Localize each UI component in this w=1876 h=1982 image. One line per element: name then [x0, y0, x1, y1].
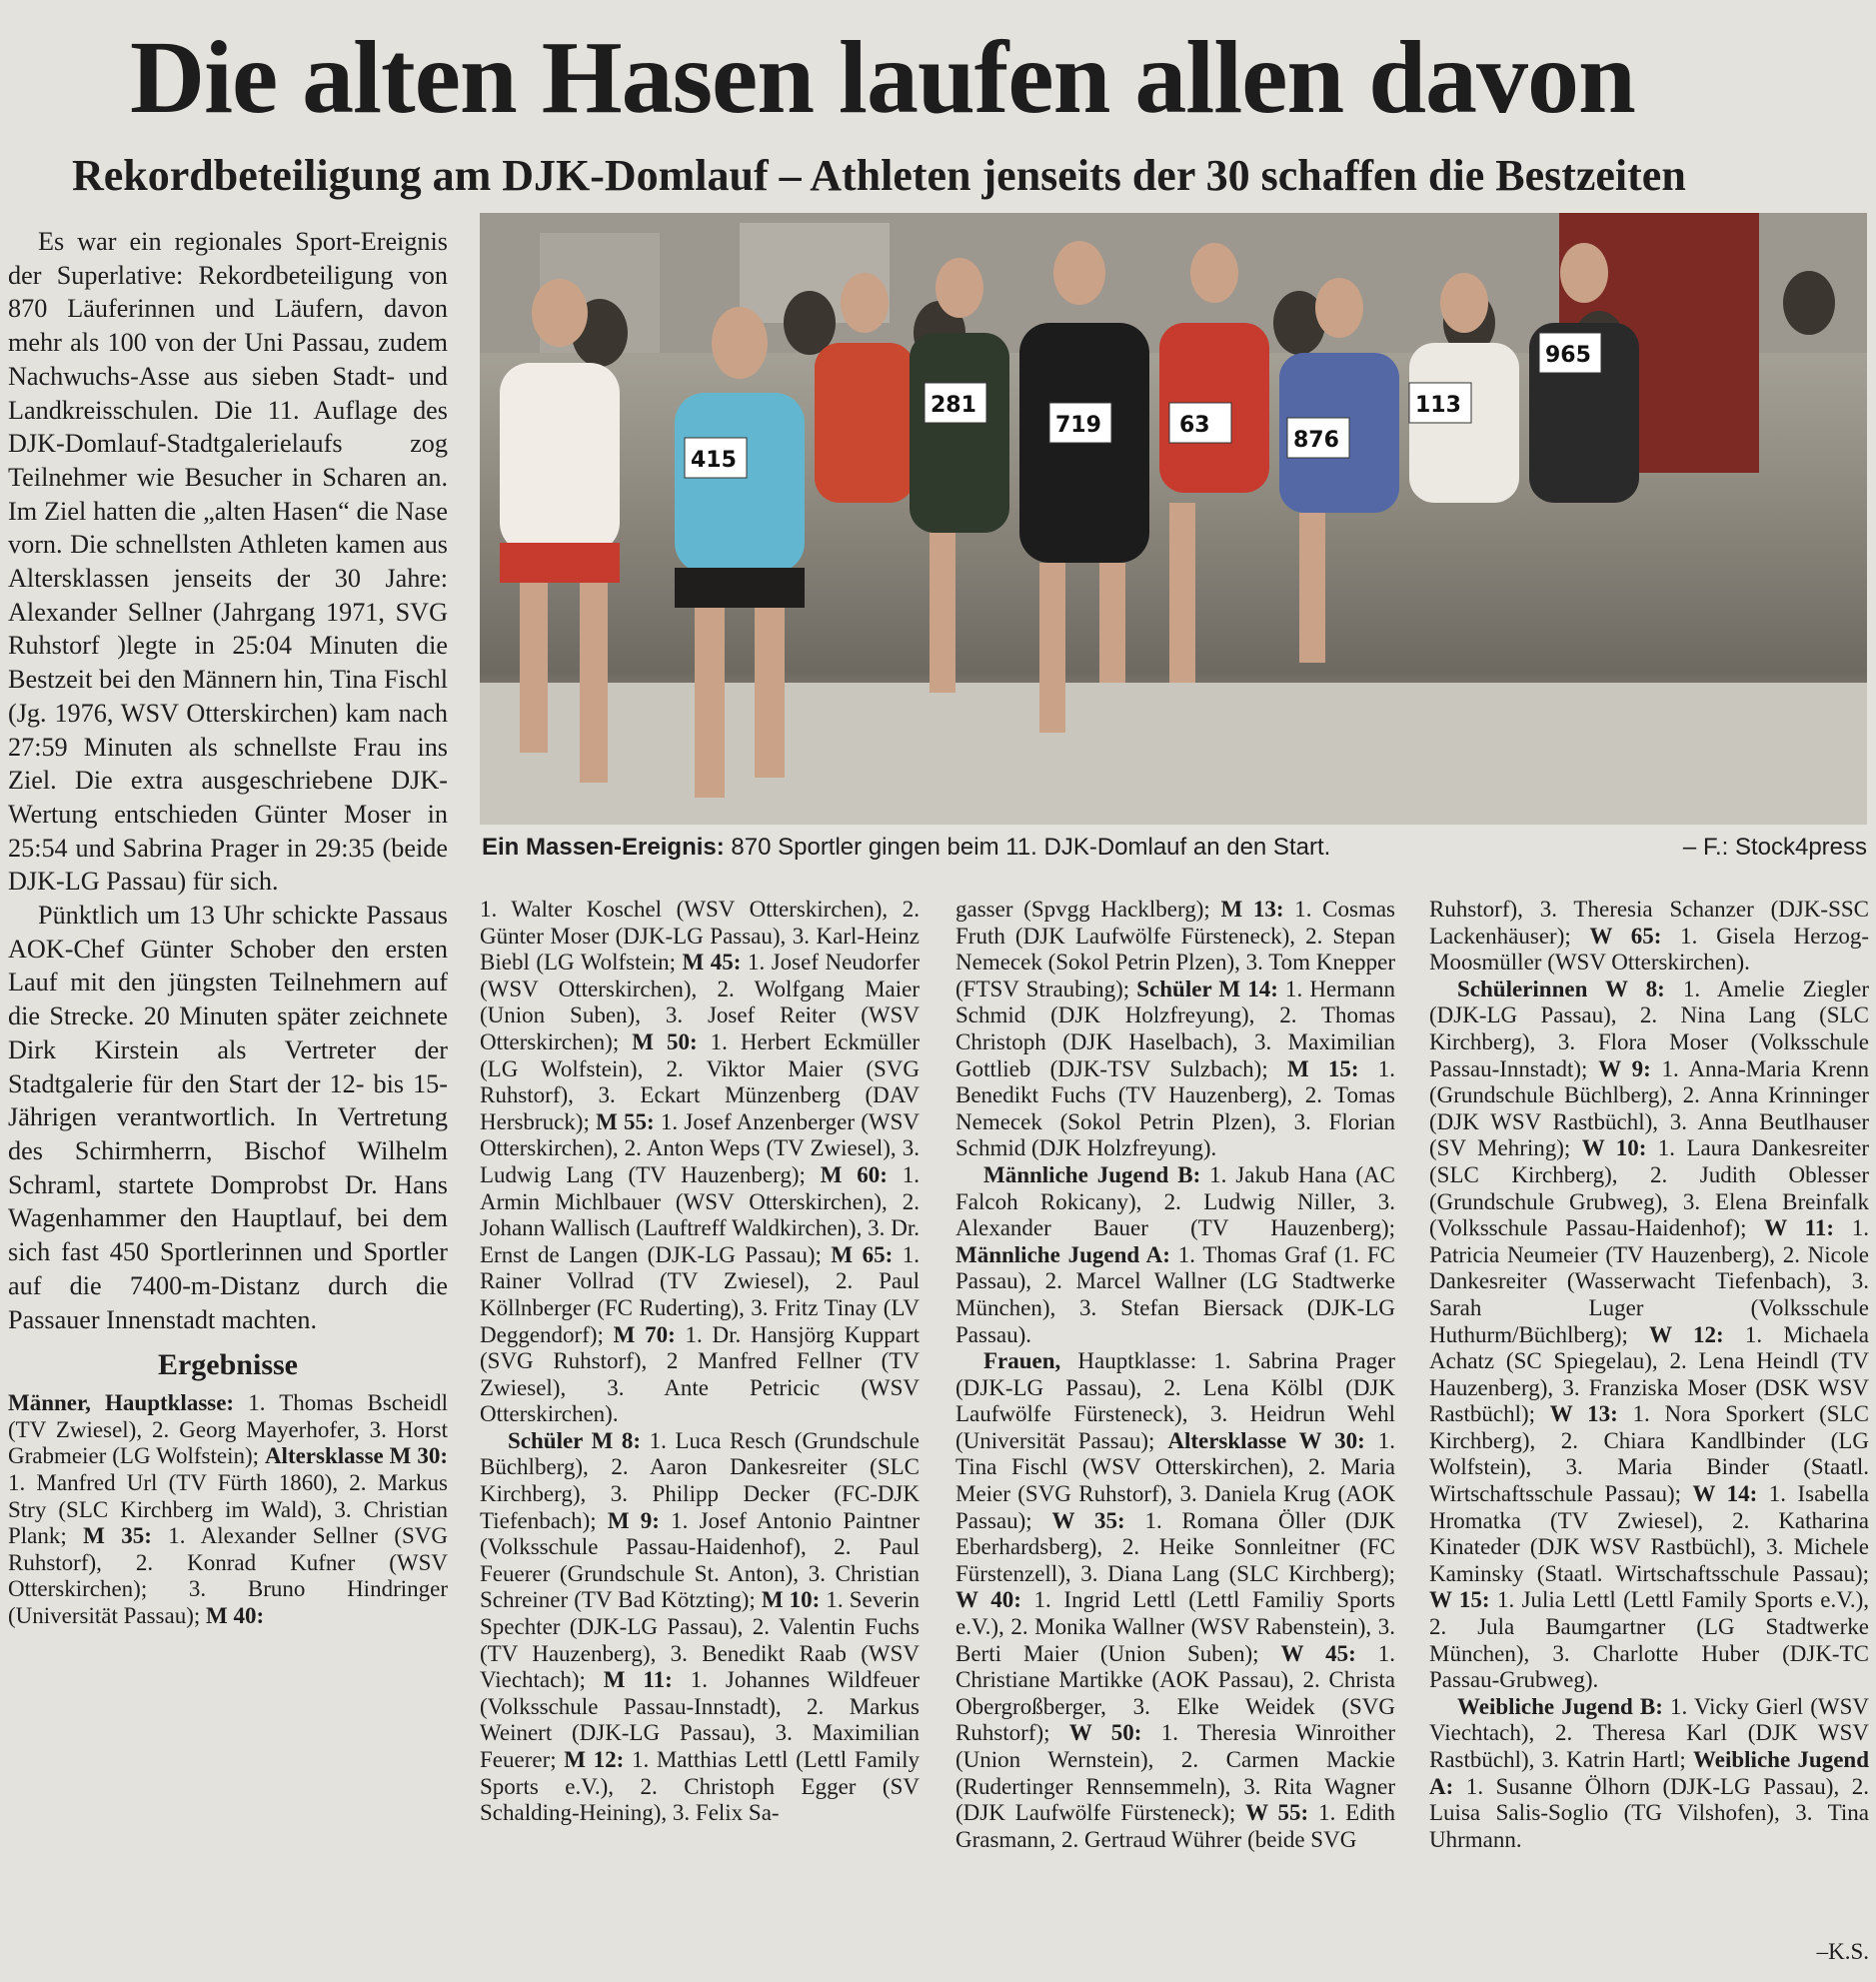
article-body	[8, 225, 448, 1630]
result-text: 1. Dr. Hansjörg Kuppart (SVG Ruhstorf), 2 Manfred Fellner (TV Zwiesel), 3. Ante Petricic (WSV Otterskirchen).	[480, 1321, 920, 1427]
article-paragraph-1: Es war ein regionales Sport-Ereignis der Superlative: Rekordbeteiligung von 870 Läuferinnen und Läufern, davon mehr als 100 von der Uni Passau, zudem Nachwuchs-Asse aus sieben Stadt- und Landkreisschulen. Die 11. Auflage des DJK-Domlauf-Stadtgalerielaufs zog Teilnehmer wie Besucher in Scharen an. Im Ziel hatten die „alten Hasen“ die Nase vorn. Die schnellsten Athleten kamen aus Altersklassen jenseits der 30 Jahre: Alexander Sellner (Jahrgang 1971, SVG Ruhstorf )legte in 25:04 Minuten die Bestzeit bei den Männern hin, Tina Fischl (Jg. 1976, WSV Otterskirchen) kam nach 27:59 Minuten als schnellste Frau ins Ziel. Die extra ausgeschriebene DJK-Wertung entschieden Günter Moser in 25:54 und Sabrina Prager in 29:35 (beide DJK-LG Passau) für sich.	[8, 227, 448, 897]
result-category: Frauen,	[983, 1348, 1061, 1374]
result-category: M 11:	[603, 1667, 673, 1693]
result-category: W 35:	[1051, 1507, 1125, 1533]
result-text: 1. Laura Dankesreiter (SLC Kirchberg), 2. Judith Oblesser (Grundschule Grubweg), 3. Elena Breinfalk (Volksschule Passau-Haidenhof);	[1429, 1135, 1869, 1241]
result-text: 1. Anna-Maria Krenn (Grundschule Büchlberg), 2. Anna Krinninger (DJK WSV Rastbüchl), 3. Anna Beutlhauser (SV Mehring);	[1429, 1055, 1869, 1161]
result-text: 1. Gisela Herzog-Moosmüller (WSV Otterskirchen).	[1429, 923, 1869, 976]
results-paragraph	[955, 897, 1395, 1162]
caption-label: Ein Massen-Ereignis:	[482, 834, 725, 861]
result-text: 1. Herbert Eckmüller (LG Wolfstein), 2. Viktor Maier (SVG Ruhstorf), 3. Eckart Münzenberg (DAV Hersbruck);	[480, 1028, 920, 1134]
results-paragraph	[480, 1428, 920, 1827]
result-category: W 50:	[1068, 1720, 1142, 1746]
result-category: M 9:	[607, 1507, 660, 1533]
result-category: W 65:	[1589, 923, 1662, 949]
results-heading: Ergebnisse	[157, 1348, 298, 1382]
result-text: 1. Walter Koschel (WSV Otterskirchen), 2. Günter Moser (DJK-LG Passau), 3. Karl-Heinz Biebl (LG Wolfstein;	[480, 897, 920, 976]
result-category: W 40:	[955, 1587, 1021, 1613]
result-text: 1. Tina Fischl (WSV Otterskirchen), 2. Maria Meier (SVG Ruhstorf), 3. Daniela Krug (AOK Passau);	[955, 1427, 1396, 1533]
result-category: Schüler M 14:	[1136, 976, 1278, 1001]
result-category: M 13:	[1220, 897, 1284, 922]
results-column-4	[1429, 897, 1869, 1853]
result-text: 1. Theresia Winroither (Union Wernstein), 2. Carmen Mackie (Rudertinger Rennsemmeln), 3. Rita Wagner (DJK Laufwölfe Fürsteneck);	[955, 1720, 1395, 1826]
result-category: M 65:	[831, 1241, 894, 1267]
result-category: Weibliche Jugend A:	[1429, 1747, 1869, 1799]
results-column-1	[8, 1390, 448, 1629]
result-text: 1. Hermann Schmid (DJK Holzfreyung), 2. Thomas Christoph (DJK Haselbach), 3. Maximilian Gottlieb (DJK-TSV Sulzbach);	[955, 976, 1395, 1081]
result-category: W 9:	[1598, 1055, 1651, 1081]
result-text: 1. Thomas Graf (1. FC Passau), 2. Marcel Wallner (LG Stadtwerke München), 3. Stefan Biersack (DJK-LG Passau).	[955, 1241, 1395, 1347]
result-category: W 45:	[1280, 1640, 1356, 1666]
result-text: 1. Rainer Vollrad (TV Zwiesel), 2. Paul Köllnberger (FC Ruderting), 3. Fritz Tinay (LV Deggendorf);	[480, 1241, 921, 1347]
results-paragraph	[955, 1348, 1395, 1853]
result-text: 1. Susanne Ölhorn (DJK-LG Passau), 2. Luisa Salis-Soglio (TG Vilshofen), 3. Tina Uhrmann.	[1429, 1773, 1869, 1852]
result-category: M 35:	[83, 1523, 152, 1549]
results-paragraph	[480, 897, 920, 1428]
runners-photo	[480, 213, 1867, 825]
bib-number: 719	[1055, 413, 1101, 438]
result-category: Schüler M 8:	[508, 1427, 642, 1453]
results-paragraph	[1429, 977, 1869, 1694]
result-text: 1. Ingrid Lettl (Lettl Familiy Sports e.V.), 2. Monika Wallner (WSV Rabenstein), 3. Berti Maier (Union Suben);	[955, 1587, 1396, 1666]
result-category: M 10:	[761, 1587, 821, 1613]
bib-number: 113	[1415, 393, 1461, 418]
photo-caption	[482, 830, 1867, 866]
result-text: 1. Manfred Url (TV Fürth 1860), 2. Markus Stry (SLC Kirchberg im Wald), 3. Christian Plank;	[8, 1469, 448, 1549]
result-text: 1. Romana Öller (DJK Eberhardsberg), 2. Heike Sonnleitner (FC Fürstenzell), 3. Diana Lang (SLC Kirchberg);	[955, 1507, 1395, 1586]
result-text: 1. Vicky Gierl (WSV Viechtach), 2. Theresa Karl (DJK WSV Rastbüchl), 3. Katrin Hartl;	[1429, 1693, 1869, 1772]
bib-number: 415	[691, 448, 737, 473]
result-text: 1. Johannes Wildfeuer (Volksschule Passau-Innstadt), 2. Markus Weinert (DJK-LG Passau), 3. Maximilian Feuerer;	[480, 1667, 920, 1772]
result-text: 1. Nora Sporkert (SLC Kirchberg), 2. Chiara Kandlbinder (LG Wolfstein), 3. Maria Binder (Staatl. Wirtschaftsschule Passau);	[1429, 1401, 1869, 1507]
result-category: M 12:	[564, 1747, 625, 1772]
result-category: Männer, Hauptklasse:	[8, 1390, 235, 1416]
result-category: Altersklasse M 30:	[264, 1443, 448, 1469]
headline: Die alten Hasen laufen allen davon	[130, 20, 1635, 135]
result-category: M 60:	[820, 1161, 888, 1187]
bib-number: 965	[1545, 343, 1591, 368]
runners-photo-illustration	[480, 213, 1867, 825]
result-text: 1. Josef Neudorfer (WSV Otterskirchen), 2. Wolfgang Maier (Union Suben), 3. Josef Reiter (WSV Otterskirchen);	[480, 950, 920, 1054]
result-category: Weibliche Jugend B:	[1457, 1693, 1663, 1719]
caption-text: 870 Sportler gingen beim 11. DJK-Domlauf an den Start.	[724, 834, 1331, 861]
result-category: W 13:	[1549, 1401, 1618, 1427]
result-category: Schülerinnen W 8:	[1457, 976, 1665, 1001]
result-text: 1. Jakub Hana (AC Falcoh Rokicany), 2. Ludwig Niller, 3. Alexander Bauer (TV Hauzenberg);	[955, 1161, 1395, 1241]
result-text: Hauptklasse: 1. Sabrina Prager (DJK-LG Passau), 2. Lena Kölbl (DJK Laufwölfe Fürsteneck), 3. Heidrun Wehl (Universität Passau);	[955, 1348, 1395, 1453]
subheadline: Rekordbeteiligung am DJK-Domlauf – Athleten jenseits der 30 schaffen die Bestzeiten	[72, 151, 1686, 200]
result-category: M 70:	[613, 1321, 676, 1347]
result-text: 1. Edith Grasmann, 2. Gertraud Wührer (beide SVG	[955, 1800, 1395, 1852]
results-paragraph	[1429, 1694, 1869, 1854]
result-text: 1. Luca Resch (Grundschule Büchlberg), 2. Aaron Dankesreiter (SLC Kirchberg), 3. Philipp Decker (FC-DJK Tiefenbach);	[480, 1427, 920, 1533]
result-category: W 14:	[1692, 1481, 1758, 1507]
result-category: M 45:	[682, 950, 742, 976]
result-text: 1. Josef Anzenberger (WSV Otterskirchen), 2. Anton Weps (TV Zwiesel), 3. Ludwig Lang (TV Hauzenberg);	[480, 1108, 920, 1187]
results-column-3	[955, 897, 1395, 1853]
result-text: 1. Julia Lettl (Lettl Family Sports e.V.), 2. Jula Baumgartner (LG Stadtwerke München), 3. Charlotte Huber (DJK-TC Passau-Grubweg).	[1429, 1587, 1869, 1693]
result-text: 1. Michaela Achatz (SC Spiegelau), 2. Lena Heindl (TV Hauzenberg), 3. Franziska Moser (DSK WSV Rastbüchl);	[1429, 1321, 1869, 1427]
result-category: W 11:	[1764, 1215, 1834, 1241]
result-text: Ruhstorf), 3. Theresia Schanzer (DJK-SSC Lackenhäuser);	[1429, 897, 1869, 949]
photo-credit: – F.: Stock4press	[1682, 834, 1867, 861]
result-text: 1. Severin Spechter (DJK-LG Passau), 2. Valentin Fuchs (TV Hauzenberg), 3. Benedikt Raab (WSV Viechtach);	[480, 1587, 920, 1693]
result-text: 1. Josef Antonio Paintner (Volksschule Passau-Haidenhof), 2. Paul Feuerer (Grundschule St. Anton), 3. Christian Schreiner (TV Bad Kötzting);	[480, 1507, 920, 1613]
result-category: M 15:	[1286, 1055, 1359, 1081]
article-paragraph-2: Pünktlich um 13 Uhr schickte Passaus AOK-Chef Günter Schober den ersten Lauf mit den jüngsten Teilnehmern auf die Strecke. 20 Minuten später zeichnete Dirk Kirstein als Vertreter der Stadtgalerie für den Start der 12- bis 15-Jährigen verantwortlich. In Vertretung des Schirmherrn, Bischof Wilhelm Schraml, startete Domprobst Dr. Hans Wagenhammer den Hauptlauf, bei dem sich fast 450 Sportlerinnen und Sportler auf die 7400-m-Distanz durch die Passauer Innenstadt machten.	[8, 901, 448, 1334]
result-text: 1. Amelie Ziegler (DJK-LG Passau), 2. Nina Lang (SLC Kirchberg), 3. Flora Moser (Volksschule Passau-Innstadt);	[1429, 976, 1869, 1081]
result-text: 1. Isabella Hromatka (TV Zwiesel), 2. Katharina Kinateder (DJK WSV Rastbüchl), 3. Michele Kaminsky (Staatl. Wirtschaftsschule Passau);	[1429, 1481, 1870, 1586]
result-text: 1. Patricia Neumeier (TV Hauzenberg), 2. Nicole Dankesreiter (Wasserwacht Tiefenbach), 3. Sarah Luger (Volksschule Huthurm/Büchlberg);	[1429, 1215, 1869, 1347]
result-category: Altersklasse W 30:	[1167, 1427, 1365, 1453]
results-paragraph	[1429, 897, 1869, 977]
result-category: M 55:	[596, 1108, 655, 1134]
bib-number: 281	[931, 393, 976, 418]
result-text: 1. Cosmas Fruth (DJK Laufwölfe Fürsteneck), 2. Stepan Nemecek (Sokol Petrin Plzen), 3. Tom Knepper (FTSV Straubing);	[955, 897, 1395, 1001]
result-category: W 15:	[1429, 1587, 1490, 1613]
bib-number: 876	[1293, 428, 1339, 453]
author-initials: –K.S.	[1816, 1939, 1869, 1964]
result-category: W 10:	[1581, 1135, 1647, 1161]
result-category: W 12:	[1649, 1321, 1724, 1347]
result-category: M 40:	[206, 1602, 265, 1628]
bib-number: 63	[1179, 413, 1210, 438]
results-paragraph	[8, 1390, 448, 1629]
result-text: gasser (Spvgg Hacklberg);	[955, 897, 1221, 922]
result-category: M 50:	[632, 1028, 698, 1054]
result-text: 1. Alexander Sellner (SVG Ruhstorf), 2. Konrad Kufner (WSV Otterskirchen); 3. Bruno Hindringer (Universität Passau);	[8, 1523, 448, 1628]
results-column-2	[480, 897, 920, 1827]
result-category: Männliche Jugend B:	[983, 1161, 1201, 1187]
result-text: 1. Thomas Bscheidl (TV Zwiesel), 2. Georg Mayerhofer, 3. Horst Grabmeier (LG Wolfstein);	[8, 1390, 448, 1469]
result-text: 1. Matthias Lettl (Lettl Family Sports e.V.), 2. Christoph Egger (SV Schalding-Heining), 3. Felix Sa-	[480, 1747, 920, 1826]
result-category: Männliche Jugend A:	[955, 1241, 1170, 1267]
result-text: 1. Armin Michlbauer (WSV Otterskirchen), 2. Johann Wallisch (Lauftreff Waldkirchen), 3. Dr. Ernst de Langen (DJK-LG Passau);	[480, 1161, 921, 1267]
result-text: 1. Benedikt Fuchs (TV Hauzenberg), 2. Tomas Nemecek (Sokol Petrin Plzen), 3. Florian Schmid (DJK Holzfreyung).	[955, 1055, 1396, 1161]
results-paragraph	[955, 1162, 1395, 1348]
result-text: 1. Christiane Martikke (AOK Passau), 2. Christa Obergroßberger, 3. Elke Weidek (SVG Ruhstorf);	[955, 1640, 1395, 1746]
result-category: W 55:	[1245, 1800, 1309, 1826]
